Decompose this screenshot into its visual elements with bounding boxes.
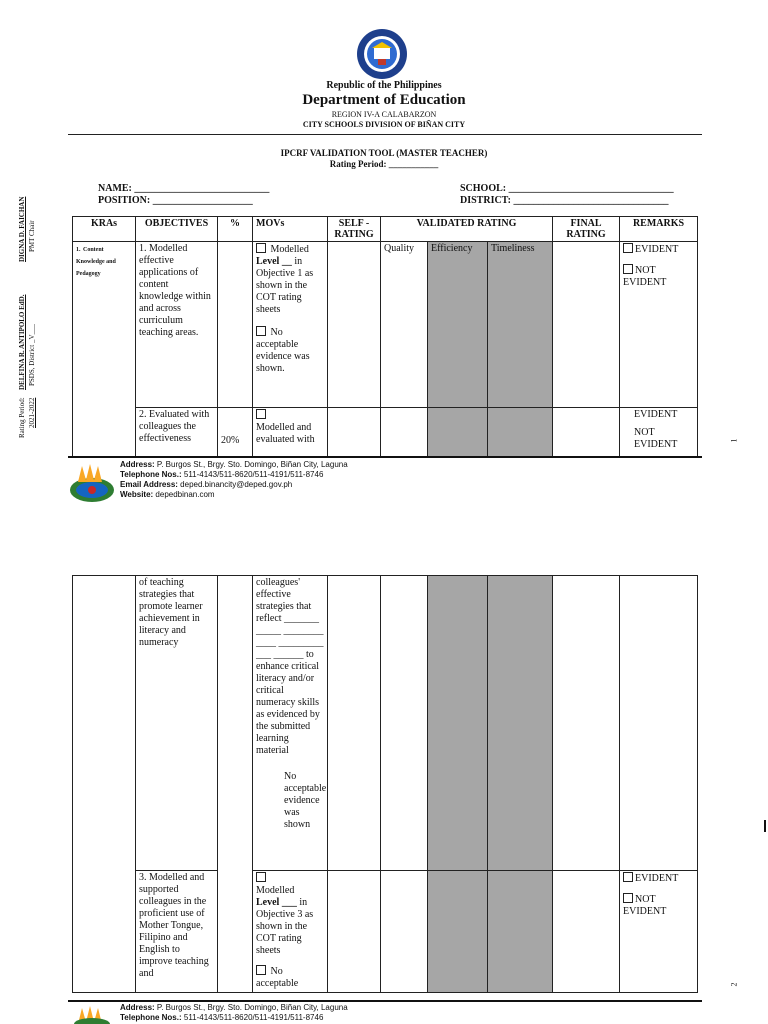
rating-period: Rating Period: ___________ xyxy=(329,159,439,169)
mov3-modelled: Modelled xyxy=(256,885,295,896)
republic-line: Republic of the Philippines xyxy=(326,80,442,91)
footer-address: P. Burgos St., Brgy. Sto. Domingo, Biñan City, Laguna xyxy=(154,460,348,469)
checkbox-mov2-modelled[interactable] xyxy=(256,409,266,419)
evident-label: EVIDENT xyxy=(635,244,679,255)
form-title: IPCRF VALIDATION TOOL (MASTER TEACHER) xyxy=(280,148,488,158)
footer-web-label: Website: xyxy=(120,490,154,499)
mov3-text: in Objective 3 as shown in the COT rating sheets xyxy=(256,897,314,956)
remarks-3 xyxy=(620,871,698,993)
objective-2: 2. Evaluated with colleagues the effectiveness xyxy=(136,408,218,458)
mov2-cont-text2: enhance critical literacy and/or critical numeracy skills as evidenced by the submitted learning material xyxy=(256,661,320,756)
kra-label: Content Knowledge and Pedagogy xyxy=(76,247,116,277)
mov2-text: Modelled and evaluated with xyxy=(256,422,315,445)
self-rating-2-cont[interactable] xyxy=(328,576,381,871)
division-line: CITY SCHOOLS DIVISION OF BIÑAN CITY xyxy=(302,120,466,129)
footer-divider-2 xyxy=(68,1000,702,1002)
checkbox-mov3-modelled[interactable] xyxy=(256,872,266,882)
kra-number: 1. xyxy=(76,247,81,253)
page-number-2: 2 xyxy=(729,982,739,987)
efficiency-cell-1: Efficiency xyxy=(428,242,488,408)
page-edge-mark xyxy=(764,820,766,832)
checkbox-mov3-no[interactable] xyxy=(256,965,266,975)
footer-block-2 xyxy=(120,1003,754,1023)
timeliness-cell-2 xyxy=(488,408,553,458)
mov2-blank-lines: ____________ ____________ ____________ ______ to xyxy=(256,613,324,660)
remarks-1 xyxy=(620,242,698,408)
self-rating-3[interactable] xyxy=(328,871,381,993)
district-field[interactable]: DISTRICT: _______________________________ xyxy=(460,195,669,206)
header-validated-rating: VALIDATED RATING xyxy=(381,217,553,242)
footer-email-label: Email Address: xyxy=(120,480,178,489)
checkbox-not-evident-3[interactable] xyxy=(623,893,633,903)
header-objectives: OBJECTIVES xyxy=(136,217,218,242)
quality-cell-2 xyxy=(381,408,428,458)
objective-1: 1. Modelled effective applications of content knowledge within and across curriculum teaching areas. xyxy=(136,242,218,408)
mov-2 xyxy=(253,408,328,458)
side-signer1-role: PMT Chair xyxy=(28,220,36,252)
timeliness-cell-3 xyxy=(488,871,553,993)
footer2-tel-label: Telephone Nos.: xyxy=(120,1013,182,1022)
side-year: 2021-2022 xyxy=(28,397,36,428)
mov1-text: in Objective 1 as shown in the COT rating sheets xyxy=(256,256,314,315)
quality-cell-1: Quality xyxy=(381,242,428,408)
rating-table-page2 xyxy=(72,575,698,993)
school-field[interactable]: SCHOOL: _________________________________ xyxy=(460,183,674,194)
footer-address-label: Address: xyxy=(120,460,155,469)
mov2-cont-text: colleagues' effective strategies that reflect xyxy=(256,577,312,624)
efficiency-cell-2 xyxy=(428,408,488,458)
percent-cell-2: 20% xyxy=(218,408,253,458)
mov2-no-evidence: No acceptable evidence was shown xyxy=(284,771,327,830)
not-evident-label-2: NOT EVIDENT xyxy=(634,427,678,450)
quality-cell-2-cont xyxy=(381,576,428,871)
region-line: REGION IV-A CALABARZON xyxy=(331,110,437,119)
footer2-tel: 511-4143/511-8620/511-4191/511-8746 xyxy=(181,1013,324,1022)
checkbox-evident-1[interactable] xyxy=(623,243,633,253)
side-psds: PSDS, District _V___ xyxy=(28,323,36,386)
mov1-level: Level __ xyxy=(256,256,292,267)
objective-2-cont: of teaching strategies that promote learner achievement in literacy and numeracy xyxy=(136,576,218,871)
checkbox-mov1-no[interactable] xyxy=(256,326,266,336)
self-rating-2[interactable] xyxy=(328,408,381,458)
mov1-no-evidence: No acceptable evidence was shown. xyxy=(256,327,310,374)
not-evident-label-3: NOT EVIDENT xyxy=(623,894,667,917)
quality-cell-3 xyxy=(381,871,428,993)
footer-tel-label: Telephone Nos.: xyxy=(120,470,182,479)
mov3-level: Level ___ xyxy=(256,897,297,908)
mov-1 xyxy=(253,242,328,408)
footer-email[interactable]: deped.binancity@deped.gov.ph xyxy=(177,480,293,489)
rating-table-page1 xyxy=(72,216,698,458)
objective-3: 3. Modelled and supported colleagues in the proficient use of Mother Tongue, Filipino and English to improve teaching and xyxy=(136,871,218,993)
kra-cell xyxy=(73,242,136,458)
checkbox-not-evident-1[interactable] xyxy=(623,264,633,274)
not-evident-label: NOT EVIDENT xyxy=(623,265,667,288)
footer-web[interactable]: depedbinan.com xyxy=(153,490,215,499)
position-field[interactable]: POSITION: ____________________ xyxy=(98,195,253,206)
final-rating-3[interactable] xyxy=(553,871,620,993)
efficiency-cell-2-cont xyxy=(428,576,488,871)
percent-cell-cont xyxy=(218,576,253,993)
header-divider xyxy=(68,134,702,135)
final-rating-2-cont[interactable] xyxy=(553,576,620,871)
side-rating-period: Rating Period: xyxy=(18,397,26,438)
footer-block-1 xyxy=(120,460,754,500)
matatag-logo-icon xyxy=(68,460,116,506)
checkbox-mov1-modelled[interactable] xyxy=(256,243,266,253)
timeliness-cell-2-cont xyxy=(488,576,553,871)
timeliness-cell-1: Timeliness xyxy=(488,242,553,408)
side-signer2-name: DELFINA R. ANTIPOLO EdD. xyxy=(18,294,26,390)
mov-2-cont xyxy=(253,576,328,871)
header-movs: MOVs xyxy=(253,217,328,242)
footer2-address: P. Burgos St., Brgy. Sto. Domingo, Biñan City, Laguna xyxy=(154,1003,348,1012)
checkbox-evident-3[interactable] xyxy=(623,872,633,882)
mov3-no-evidence: No acceptable xyxy=(256,966,299,989)
remarks-2 xyxy=(620,408,698,458)
self-rating-1[interactable] xyxy=(328,242,381,408)
footer-divider-1 xyxy=(68,456,702,458)
department-title: Department of Education xyxy=(302,92,466,108)
kra-cell-cont xyxy=(73,576,136,993)
header-kras: KRAs xyxy=(73,217,136,242)
header-final-rating: FINAL RATING xyxy=(553,217,620,242)
name-field[interactable]: NAME: ___________________________ xyxy=(98,183,270,194)
footer-tel: 511-4143/511-8620/511-4191/511-8746 xyxy=(181,470,324,479)
footer2-address-label: Address: xyxy=(120,1003,155,1012)
header-self-rating: SELF - RATING xyxy=(328,217,381,242)
final-rating-1[interactable] xyxy=(553,242,620,408)
page-number-1: 1 xyxy=(729,438,739,443)
header-percent: % xyxy=(218,217,253,242)
evident-label-2: EVIDENT xyxy=(634,409,678,420)
efficiency-cell-3 xyxy=(428,871,488,993)
remarks-2-cont xyxy=(620,576,698,871)
header-remarks: REMARKS xyxy=(620,217,698,242)
evident-label-3: EVIDENT xyxy=(635,873,679,884)
side-signer1-name: DIGNA D. FAICHAN xyxy=(18,196,26,262)
percent-cell-1 xyxy=(218,242,253,408)
matatag-logo-icon-2 xyxy=(68,1003,116,1024)
final-rating-2[interactable] xyxy=(553,408,620,458)
mov-3 xyxy=(253,871,328,993)
deped-seal-logo xyxy=(356,28,408,80)
mov1-modelled: Modelled xyxy=(270,244,309,255)
